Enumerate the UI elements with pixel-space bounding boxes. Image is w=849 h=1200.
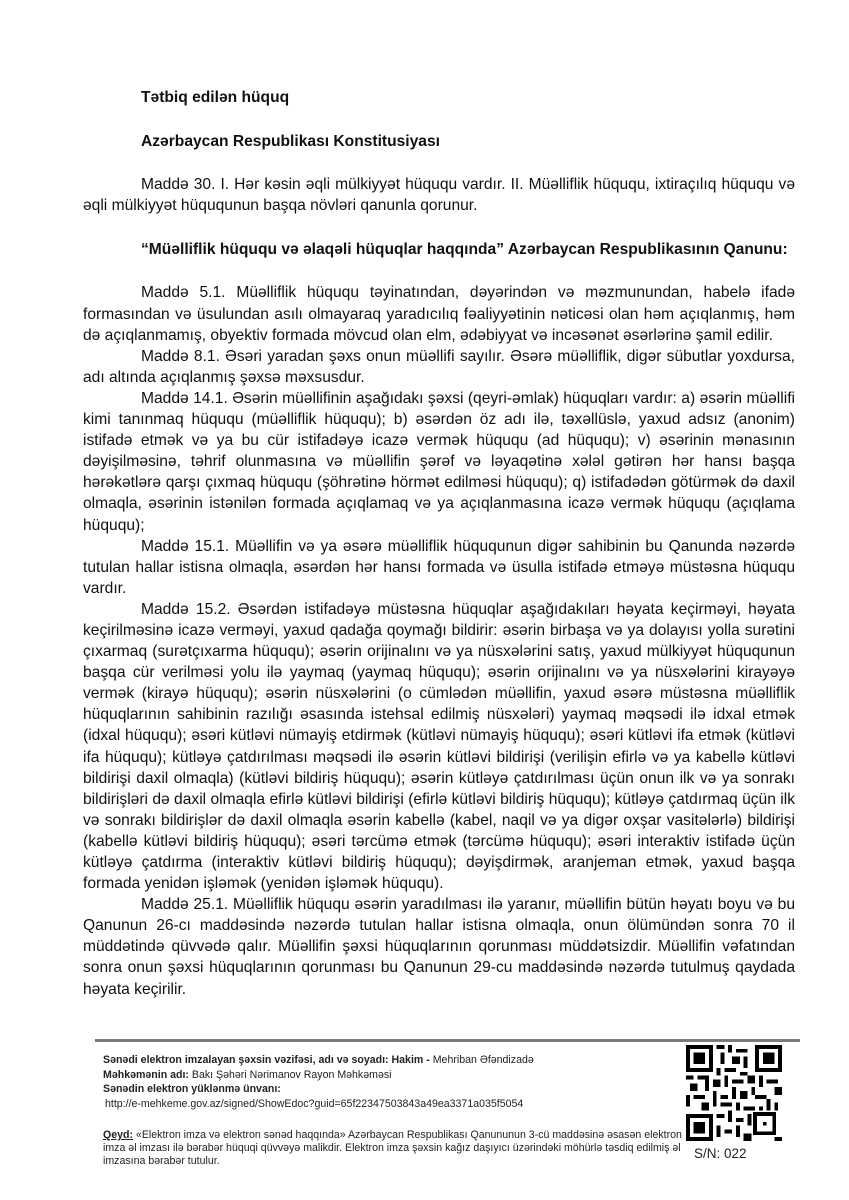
article-14-1: Maddə 14.1. Əsərin müəllifinin aşağıdakı şəxsi (qeyri-əmlak) hüquqları vardır: a) əsərin müəllifi kimi tanınmaq hüququ (müəlliflik hüququ); b) əsərdən öz adı ilə, təxəllüslə, yaxud adsız (anonim) istifadə etmək və ya bu cür istifadəyə icazə vermək hüququ (ad hüququ); v) əsərinin mənasının dəyişilməsinə, təhrif olunmasına və müəllifin şərəf və ləyaqətinə xələl gətirən hər hansı başqa hərəkətlərə qarşı çıxmaq hüququ (şöhrətinə hörmət edilməsi hüququ); q) istifadədən götürmək də daxil olmaqla, əsərinin istənilən formada açıqlamaq və ya açıqlanmasına icazə vermək hüququ (açıqlama hüququ); bbox=[83, 389, 795, 534]
article-15-2: Maddə 15.2. Əsərdən istifadəyə müstəsna hüquqlar aşağıdakıları həyata keçirməyi, həyata keçirilməsinə icazə verməyi, yaxud qadağa qoymağı bildirir: əsərin birbaşa və ya dolayısı yolla surətini çıxarmaq (surətçıxarma hüququ); əsərin orijinalını və ya nüsxələrini satış, yaxud mülkiyyət hüququnun başqa cür verilməsi yolu ilə yaymaq (yaymaq hüququ); əsərin orijinalını və ya nüsxələrini kirayəyə vermək (kirayə hüququ); əsərin nüsxələrini (o cümlədən müəllifin, yaxud əsərə müstəsna müəlliflik hüquqlarının sahibinin razılığı əsasında istehsal edilmiş nüsxələri) yaymaq məqsədi ilə idxal etmək (idxal hüququ); əsəri kütləvi nümayiş etdirmək (kütləvi nümayiş hüququ); əsəri kütləvi ifa etmək (kütləvi ifa hüququ); kütləyə çatdırılması məqsədi ilə əsərin kütləvi bildirişi (verilişin efirlə və ya kabellə kütləvi bildirişi daxil olmaqla) (kütləvi bildiriş hüququ); əsərin kütləyə çatdırılması üçün onun ilk və ya sonrakı bildirişləri də daxil olmaqla efirlə kütləvi bildirişi (efirlə kütləvi bildiriş hüququ); kütləyə çatdırmaq üçün ilk və sonrakı bildirişlər də daxil olmaqla əsərin kabellə (kabel, naqil və ya digər oxşar vasitələrlə) bildirişi (kabellə kütləvi bildiriş hüququ); əsəri tərcümə etmək (tərcümə hüququ); əsəri interaktiv istifadə üçün kütləyə çatdırma (interaktiv kütləvi bildiriş hüququ); dəyişdirmək, aranjeman etmək, yaxud başqa formada yenidən işləmək (yenidən işləmək hüququ). bbox=[83, 600, 795, 893]
signer-label: Sənədi elektron imzalayan şəxsin vəzifəsi, adı və soyadı: Hakim - bbox=[103, 1054, 433, 1066]
url-label: Sənədin elektron yüklənmə ünvanı: bbox=[103, 1083, 281, 1095]
heading-applicable-law: Tətbiq edilən hüquq bbox=[141, 89, 290, 106]
serial-number: S/N: 022 bbox=[694, 1146, 747, 1161]
note-label: Qeyd: bbox=[103, 1129, 134, 1141]
article-25-1: Maddə 25.1. Müəlliflik hüququ əsərin yaradılması ilə yaranır, müəllifin bütün həyatı boyu və bu Qanunun 26-cı maddəsində nəzərdə tutulan hallar istisna olmaqla, onun ölümündən sonra 70 il müddətində qüvvədə qalır. Müəllifin şəxsi hüquqlarının qorunması müddətsizdir. Müəllifin vəfatından sonra onun şəxsi hüquqlarının qorunması bu Qanunun 29-cu maddəsində nəzərdə tutulmuş qaydada həyata keçirilir. bbox=[83, 896, 795, 998]
signer-line bbox=[103, 1053, 673, 1068]
document-body bbox=[83, 87, 795, 1000]
signature-footer bbox=[103, 1053, 673, 1111]
note-text: «Elektron imza və elektron sənəd haqqında» Azərbaycan Respublikası Qanununun 3-cü maddəsinə əsasən elektron imza əl imzası ilə bərabər hüquqi qüvvəyə malikdir. Elektron imza şəxsin kağız daşıyıcı üzərindəki möhürlə təsdiq edilmiş əl imzasına bərabər tutulur. bbox=[103, 1129, 682, 1167]
document-url[interactable]: http://e-mehkeme.gov.az/signed/ShowEdoc?guid=65f22347503843a49ea3371a035f5054 bbox=[105, 1097, 524, 1110]
article-8-1: Maddə 8.1. Əsəri yaradan şəxs onun müəllifi sayılır. Əsərə müəlliflik, digər sübutlar yoxdursa, adı altında açıqlanmış şəxsə məxsusdur. bbox=[83, 347, 795, 386]
qr-code-icon bbox=[686, 1045, 782, 1141]
heading-copyright-law: “Müəlliflik hüququ və əlaqəli hüquqlar haqqında” Azərbaycan Respublikasının Qanunu: bbox=[141, 241, 788, 259]
court-line bbox=[103, 1068, 673, 1083]
signer-name: Mehriban Əfəndizadə bbox=[432, 1054, 534, 1066]
constitution-article-30: Maddə 30. I. Hər kəsin əqli mülkiyyət hüququ vardır. II. Müəlliflik hüququ, ixtiraçılıq hüququ və əqli mülkiyyət hüququnun başqa növləri qanunla qorunur. bbox=[83, 176, 795, 215]
court-name: Bakı Şəhəri Nərimanov Rayon Məhkəməsi bbox=[191, 1068, 392, 1081]
legal-note bbox=[103, 1129, 683, 1167]
footer-divider bbox=[95, 1039, 800, 1042]
article-15-1: Maddə 15.1. Müəllifin və ya əsərə müəlliflik hüququnun digər sahibinin bu Qanunda nəzərdə tutulan hallar istisna olmaqla, əsərdən hər hansı formada və üsulla istifadə etməyə müstəsna hüququ vardır. bbox=[83, 537, 795, 597]
heading-constitution: Azərbaycan Respublikası Konstitusiyası bbox=[141, 133, 440, 151]
court-label: Məhkəmənin adı: bbox=[103, 1068, 192, 1081]
article-5-1: Maddə 5.1. Müəlliflik hüququ təyinatından, dəyərindən və məzmunundan, habelə ifadə formasından və üsulundan asılı olmayaraq yaradıcılıq fəaliyyətinin nəticəsi olan həm açıqlanmış, həm də açıqlanmamış, obyektiv formada mövcud olan elm, ədəbiyyat və incəsənət əsərlərinə şamil edilir. bbox=[83, 284, 795, 344]
